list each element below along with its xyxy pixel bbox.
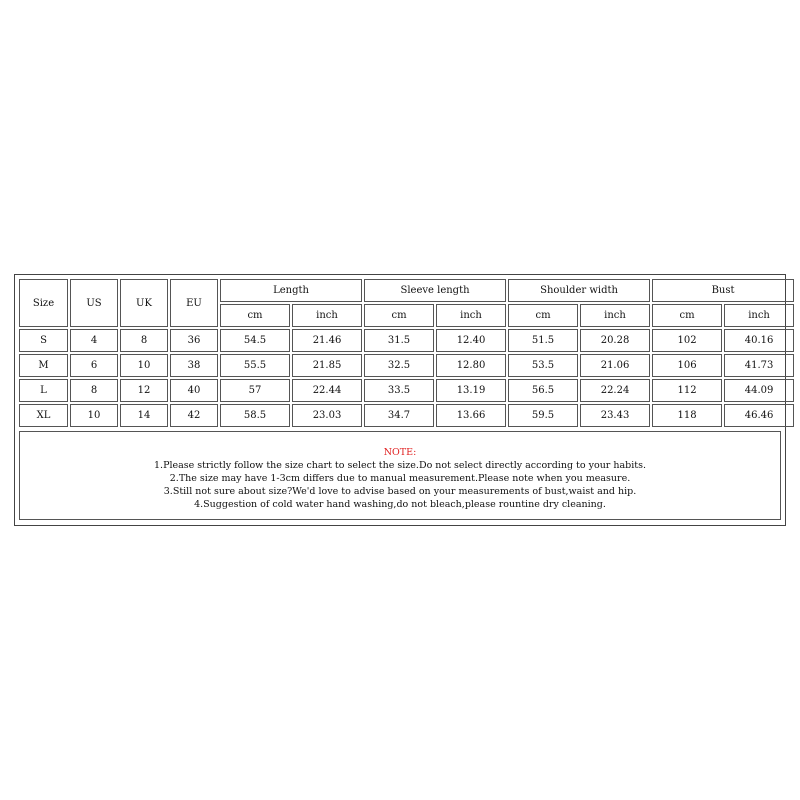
table-cell: 21.46 xyxy=(292,329,362,352)
size-table xyxy=(17,277,796,429)
unit-header: inch xyxy=(436,304,506,327)
table-cell: M xyxy=(19,354,68,377)
table-cell: 53.5 xyxy=(508,354,578,377)
unit-header: inch xyxy=(292,304,362,327)
unit-header: cm xyxy=(652,304,722,327)
table-cell: 54.5 xyxy=(220,329,290,352)
table-cell: 13.19 xyxy=(436,379,506,402)
unit-header: cm xyxy=(508,304,578,327)
uk-header: UK xyxy=(120,279,168,327)
table-cell: 40 xyxy=(170,379,218,402)
note-line: 1.Please strictly follow the size chart to select the size.Do not select directly according to your habits. xyxy=(154,460,646,471)
table-cell: 23.43 xyxy=(580,404,650,427)
table-cell: L xyxy=(19,379,68,402)
table-cell: 12.80 xyxy=(436,354,506,377)
table-cell: 12 xyxy=(120,379,168,402)
us-header: US xyxy=(70,279,118,327)
table-cell: 57 xyxy=(220,379,290,402)
table-cell: 55.5 xyxy=(220,354,290,377)
table-cell: 10 xyxy=(120,354,168,377)
table-cell: 6 xyxy=(70,354,118,377)
note-line: 2.The size may have 1-3cm differs due to manual measurement.Please note when you measure. xyxy=(169,473,631,484)
table-cell: 41.73 xyxy=(724,354,794,377)
table-cell: S xyxy=(19,329,68,352)
table-cell: 21.85 xyxy=(292,354,362,377)
table-cell: 22.24 xyxy=(580,379,650,402)
notes-title: NOTE: xyxy=(383,447,417,458)
table-cell: 8 xyxy=(70,379,118,402)
size-header: Size xyxy=(19,279,68,327)
unit-header: cm xyxy=(220,304,290,327)
unit-header: inch xyxy=(580,304,650,327)
table-cell: 106 xyxy=(652,354,722,377)
table-cell: 34.7 xyxy=(364,404,434,427)
table-cell: 56.5 xyxy=(508,379,578,402)
note-line: 4.Suggestion of cold water hand washing,do not bleach,please rountine dry cleaning. xyxy=(194,499,606,510)
table-cell: 4 xyxy=(70,329,118,352)
table-cell: 14 xyxy=(120,404,168,427)
sleeve-length-header: Sleeve length xyxy=(364,279,506,302)
unit-header: inch xyxy=(724,304,794,327)
table-cell: 59.5 xyxy=(508,404,578,427)
eu-header: EU xyxy=(170,279,218,327)
table-cell: 44.09 xyxy=(724,379,794,402)
table-cell: 32.5 xyxy=(364,354,434,377)
table-cell: 58.5 xyxy=(220,404,290,427)
notes-box xyxy=(19,431,781,520)
table-row xyxy=(19,404,794,427)
table-cell: 20.28 xyxy=(580,329,650,352)
table-cell: 13.66 xyxy=(436,404,506,427)
table-cell: 42 xyxy=(170,404,218,427)
size-chart xyxy=(14,274,786,526)
table-cell: 38 xyxy=(170,354,218,377)
unit-header: cm xyxy=(364,304,434,327)
table-cell: 31.5 xyxy=(364,329,434,352)
table-cell: 112 xyxy=(652,379,722,402)
shoulder-width-header: Shoulder width xyxy=(508,279,650,302)
table-cell: 33.5 xyxy=(364,379,434,402)
table-cell: 36 xyxy=(170,329,218,352)
length-header: Length xyxy=(220,279,362,302)
table-cell: 118 xyxy=(652,404,722,427)
note-line: 3.Still not sure about size?We'd love to advise based on your measurements of bust,waist and hip. xyxy=(163,486,637,497)
table-cell: 23.03 xyxy=(292,404,362,427)
table-cell: 40.16 xyxy=(724,329,794,352)
table-cell: 22.44 xyxy=(292,379,362,402)
table-cell: XL xyxy=(19,404,68,427)
table-cell: 102 xyxy=(652,329,722,352)
table-cell: 21.06 xyxy=(580,354,650,377)
table-row xyxy=(19,379,794,402)
header-row-groups xyxy=(19,279,794,302)
table-row xyxy=(19,354,794,377)
table-cell: 12.40 xyxy=(436,329,506,352)
table-cell: 10 xyxy=(70,404,118,427)
table-cell: 51.5 xyxy=(508,329,578,352)
table-row xyxy=(19,329,794,352)
bust-header: Bust xyxy=(652,279,794,302)
table-cell: 46.46 xyxy=(724,404,794,427)
table-cell: 8 xyxy=(120,329,168,352)
